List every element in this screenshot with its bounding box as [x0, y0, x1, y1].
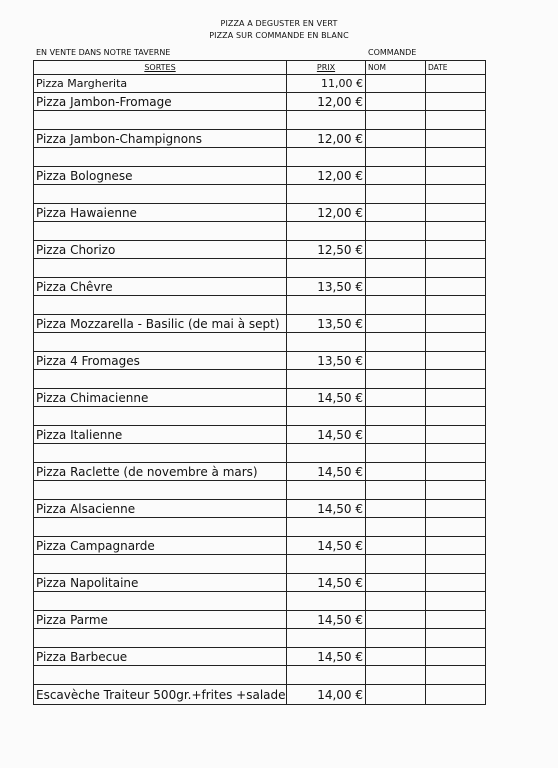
blank-order-row — [34, 629, 486, 648]
order-date-cell[interactable] — [426, 574, 486, 592]
blank-prix-cell — [287, 370, 366, 389]
table-row — [34, 75, 486, 93]
blank-sortes-cell — [34, 666, 287, 685]
pizza-price: 14,50 € — [287, 389, 366, 407]
table-row — [34, 352, 486, 370]
blank-prix-cell — [287, 259, 366, 278]
pizza-name: Pizza Chêvre — [34, 278, 287, 296]
order-date-cell[interactable] — [426, 148, 486, 167]
blank-prix-cell — [287, 592, 366, 611]
blank-order-row — [34, 592, 486, 611]
order-nom-cell[interactable] — [366, 611, 426, 629]
order-date-cell[interactable] — [426, 389, 486, 407]
blank-sortes-cell — [34, 629, 287, 648]
label-commande: COMMANDE — [368, 48, 417, 57]
order-date-cell[interactable] — [426, 111, 486, 130]
blank-sortes-cell — [34, 222, 287, 241]
pizza-name: Pizza Chimacienne — [34, 389, 287, 407]
order-nom-cell[interactable] — [366, 111, 426, 130]
order-date-cell[interactable] — [426, 555, 486, 574]
order-nom-cell[interactable] — [366, 130, 426, 148]
order-nom-cell[interactable] — [366, 648, 426, 666]
blank-sortes-cell — [34, 444, 287, 463]
blank-prix-cell — [287, 148, 366, 167]
order-date-cell[interactable] — [426, 241, 486, 259]
order-nom-cell[interactable] — [366, 315, 426, 333]
pizza-price: 11,00 € — [287, 75, 366, 93]
pizza-name: Pizza 4 Fromages — [34, 352, 287, 370]
order-nom-cell[interactable] — [366, 481, 426, 500]
table-row — [34, 574, 486, 592]
pizza-name: Pizza Campagnarde — [34, 537, 287, 555]
pizza-name: Pizza Bolognese — [34, 167, 287, 185]
pizza-price: 14,50 € — [287, 426, 366, 444]
pizza-name: Pizza Napolitaine — [34, 574, 287, 592]
table-row — [34, 500, 486, 518]
column-header-nom: NOM — [366, 61, 426, 75]
pizza-name: Pizza Margherita — [34, 75, 287, 93]
pizza-price: 14,50 € — [287, 500, 366, 518]
pizza-price: 12,00 € — [287, 167, 366, 185]
pizza-name: Pizza Italienne — [34, 426, 287, 444]
table-row — [34, 241, 486, 259]
order-nom-cell[interactable] — [366, 555, 426, 574]
table-row — [34, 611, 486, 629]
pizza-price: 14,00 € — [287, 685, 366, 705]
order-nom-cell[interactable] — [366, 222, 426, 241]
order-nom-cell[interactable] — [366, 333, 426, 352]
column-header-date: DATE — [426, 61, 486, 75]
order-date-cell[interactable] — [426, 296, 486, 315]
column-header-sortes: SORTES — [34, 61, 287, 75]
blank-prix-cell — [287, 444, 366, 463]
blank-sortes-cell — [34, 555, 287, 574]
blank-prix-cell — [287, 222, 366, 241]
pizza-name: Pizza Hawaienne — [34, 204, 287, 222]
order-date-cell[interactable] — [426, 204, 486, 222]
pizza-name: Pizza Jambon-Fromage — [34, 93, 287, 111]
blank-order-row — [34, 407, 486, 426]
order-date-cell[interactable] — [426, 463, 486, 481]
blank-sortes-cell — [34, 481, 287, 500]
order-date-cell[interactable] — [426, 93, 486, 111]
order-nom-cell[interactable] — [366, 574, 426, 592]
order-date-cell[interactable] — [426, 629, 486, 648]
blank-sortes-cell — [34, 370, 287, 389]
order-date-cell[interactable] — [426, 611, 486, 629]
order-nom-cell[interactable] — [366, 167, 426, 185]
pizza-price: 13,50 € — [287, 352, 366, 370]
order-date-cell[interactable] — [426, 481, 486, 500]
pizza-name: Escavèche Traiteur 500gr.+frites +salade — [34, 685, 287, 705]
blank-order-row — [34, 259, 486, 278]
blank-prix-cell — [287, 296, 366, 315]
order-nom-cell[interactable] — [366, 185, 426, 204]
blank-prix-cell — [287, 407, 366, 426]
order-date-cell[interactable] — [426, 444, 486, 463]
order-date-cell[interactable] — [426, 75, 486, 93]
blank-prix-cell — [287, 666, 366, 685]
table-row — [34, 537, 486, 555]
table-row — [34, 278, 486, 296]
order-nom-cell[interactable] — [366, 389, 426, 407]
blank-sortes-cell — [34, 185, 287, 204]
order-date-cell[interactable] — [426, 352, 486, 370]
order-date-cell[interactable] — [426, 185, 486, 204]
pizza-price: 14,50 € — [287, 463, 366, 481]
pizza-price: 14,50 € — [287, 648, 366, 666]
order-nom-cell[interactable] — [366, 407, 426, 426]
pizza-price: 14,50 € — [287, 574, 366, 592]
order-nom-cell[interactable] — [366, 241, 426, 259]
pizza-name: Pizza Alsacienne — [34, 500, 287, 518]
blank-prix-cell — [287, 185, 366, 204]
blank-prix-cell — [287, 555, 366, 574]
blank-sortes-cell — [34, 148, 287, 167]
order-date-cell[interactable] — [426, 222, 486, 241]
blank-prix-cell — [287, 629, 366, 648]
order-nom-cell[interactable] — [366, 370, 426, 389]
order-nom-cell[interactable] — [366, 296, 426, 315]
label-taverne: EN VENTE DANS NOTRE TAVERNE — [36, 48, 171, 57]
table-header-row — [34, 61, 486, 75]
blank-prix-cell — [287, 333, 366, 352]
pizza-name: Pizza Chorizo — [34, 241, 287, 259]
blank-order-row — [34, 481, 486, 500]
table-row — [34, 648, 486, 666]
blank-sortes-cell — [34, 111, 287, 130]
order-date-cell[interactable] — [426, 130, 486, 148]
blank-order-row — [34, 222, 486, 241]
pizza-price: 13,50 € — [287, 278, 366, 296]
order-nom-cell[interactable] — [366, 463, 426, 481]
order-date-cell[interactable] — [426, 537, 486, 555]
order-date-cell[interactable] — [426, 666, 486, 685]
blank-order-row — [34, 111, 486, 130]
table-row — [34, 204, 486, 222]
order-nom-cell[interactable] — [366, 537, 426, 555]
order-date-cell[interactable] — [426, 278, 486, 296]
order-nom-cell[interactable] — [366, 444, 426, 463]
column-header-prix: PRIX — [287, 61, 366, 75]
table-row — [34, 463, 486, 481]
order-nom-cell[interactable] — [366, 204, 426, 222]
order-date-cell[interactable] — [426, 518, 486, 537]
order-nom-cell[interactable] — [366, 629, 426, 648]
blank-order-row — [34, 296, 486, 315]
order-date-cell[interactable] — [426, 315, 486, 333]
blank-order-row — [34, 370, 486, 389]
order-nom-cell[interactable] — [366, 259, 426, 278]
pizza-menu-table — [33, 60, 486, 705]
pizza-price: 12,50 € — [287, 241, 366, 259]
pizza-price: 14,50 € — [287, 611, 366, 629]
blank-order-row — [34, 185, 486, 204]
order-nom-cell[interactable] — [366, 592, 426, 611]
header-line-1: PIZZA A DEGUSTER EN VERT — [220, 19, 338, 28]
order-date-cell[interactable] — [426, 500, 486, 518]
order-nom-cell[interactable] — [366, 426, 426, 444]
table-row — [34, 685, 486, 705]
pizza-name: Pizza Jambon-Champignons — [34, 130, 287, 148]
order-date-cell[interactable] — [426, 333, 486, 352]
pizza-price: 12,00 € — [287, 130, 366, 148]
order-nom-cell[interactable] — [366, 518, 426, 537]
order-nom-cell[interactable] — [366, 500, 426, 518]
order-nom-cell[interactable] — [366, 666, 426, 685]
blank-sortes-cell — [34, 518, 287, 537]
order-date-cell[interactable] — [426, 426, 486, 444]
pizza-price: 14,50 € — [287, 537, 366, 555]
blank-order-row — [34, 666, 486, 685]
order-date-cell[interactable] — [426, 685, 486, 705]
pizza-name: Pizza Raclette (de novembre à mars) — [34, 463, 287, 481]
order-nom-cell[interactable] — [366, 685, 426, 705]
table-row — [34, 426, 486, 444]
blank-order-row — [34, 518, 486, 537]
blank-order-row — [34, 555, 486, 574]
blank-sortes-cell — [34, 407, 287, 426]
pizza-price: 12,00 € — [287, 93, 366, 111]
blank-sortes-cell — [34, 592, 287, 611]
pizza-name: Pizza Parme — [34, 611, 287, 629]
blank-order-row — [34, 148, 486, 167]
blank-prix-cell — [287, 111, 366, 130]
blank-prix-cell — [287, 481, 366, 500]
order-nom-cell[interactable] — [366, 75, 426, 93]
pizza-price: 12,00 € — [287, 204, 366, 222]
blank-sortes-cell — [34, 296, 287, 315]
blank-prix-cell — [287, 518, 366, 537]
pizza-price: 13,50 € — [287, 315, 366, 333]
blank-sortes-cell — [34, 259, 287, 278]
header-line-2: PIZZA SUR COMMANDE EN BLANC — [209, 31, 349, 40]
blank-sortes-cell — [34, 333, 287, 352]
order-date-cell[interactable] — [426, 648, 486, 666]
order-date-cell[interactable] — [426, 259, 486, 278]
menu-body — [34, 75, 486, 705]
table-row — [34, 93, 486, 111]
pizza-name: Pizza Barbecue — [34, 648, 287, 666]
blank-order-row — [34, 444, 486, 463]
order-date-cell[interactable] — [426, 592, 486, 611]
table-row — [34, 389, 486, 407]
table-row — [34, 130, 486, 148]
order-nom-cell[interactable] — [366, 278, 426, 296]
order-date-cell[interactable] — [426, 407, 486, 426]
table-row — [34, 315, 486, 333]
blank-order-row — [34, 333, 486, 352]
order-nom-cell[interactable] — [366, 93, 426, 111]
pizza-name: Pizza Mozzarella - Basilic (de mai à sept) — [34, 315, 287, 333]
order-date-cell[interactable] — [426, 370, 486, 389]
table-row — [34, 167, 486, 185]
order-nom-cell[interactable] — [366, 352, 426, 370]
order-date-cell[interactable] — [426, 167, 486, 185]
order-nom-cell[interactable] — [366, 148, 426, 167]
